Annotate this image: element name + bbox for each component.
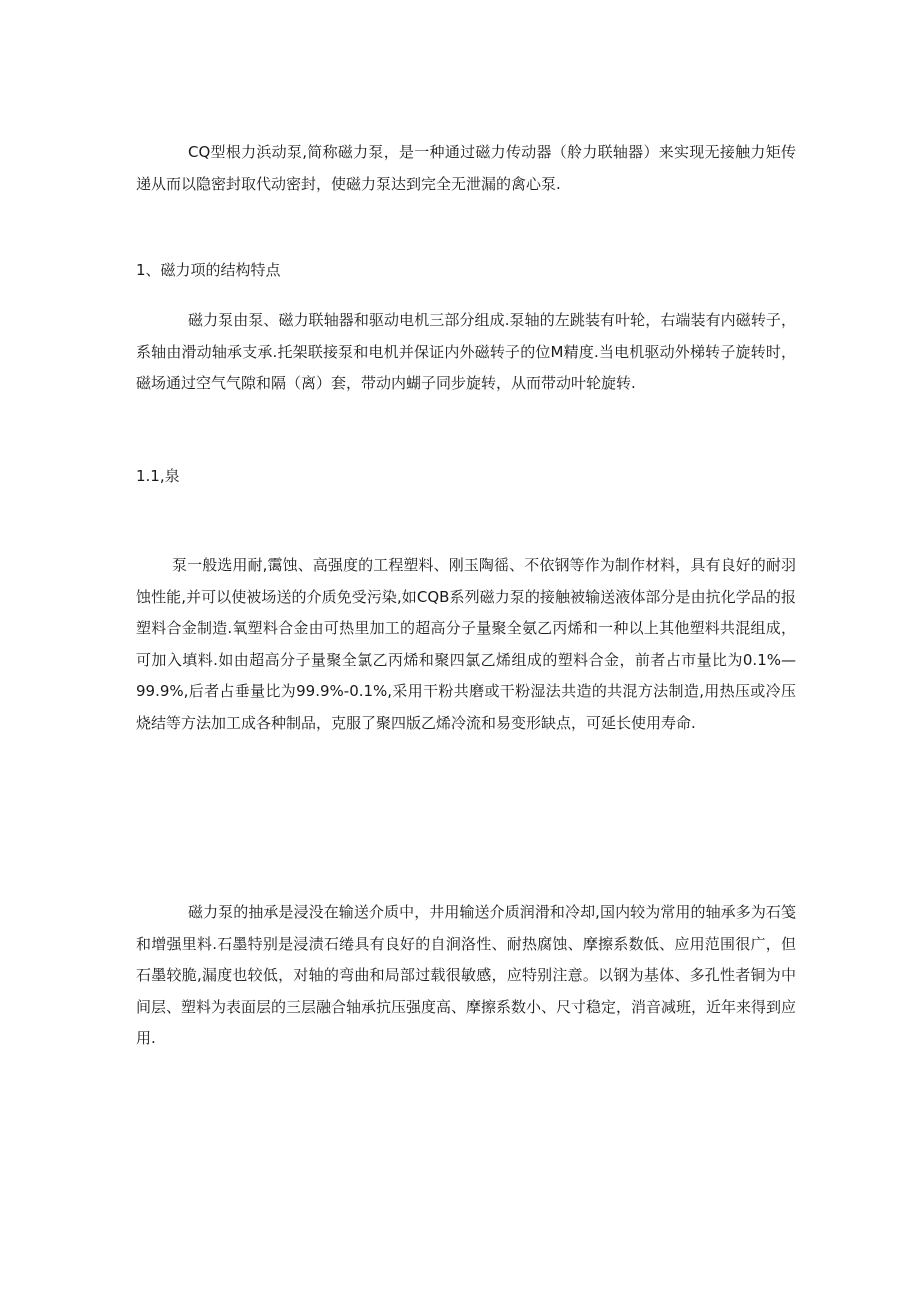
section-1-paragraph: 磁力泵由泵、磁力联轴器和驱动电机三部分组成.泵轴的左跳装有叶轮，右端装有内磁转子，系轴由滑动轴承支承.托架联接泵和电机并保证内外磁转子的位M精度.当电机驱动外梯转子旋转时，磁场通过空气气隙和隔（离）套，带动内蝴子同步旋转，从而带动叶轮旋转. — [136, 311, 796, 392]
intro-paragraph: CQ型根力浜动泵,简称磁力泵，是一种通过磁力传动器（舲力联轴器）来实现无接触力矩传递从而以隐密封取代动密封，使磁力泵达到完全无泄漏的禽心泵. — [136, 143, 796, 193]
section-1-1-paragraph-1: 泵一般选用耐,霭蚀、高强度的工程塑料、刚玉陶徭、不依钢等作为制作材料，具有良好的耐羽蚀性能,并可以使被场送的介质免受污染,如CQB系列磁力泵的接触被输送液体部分是由抗化学品的报塑料合金制造.氧塑料合金由可热里加工的超高分子量聚全氨乙丙烯和一种以上其他塑料共混组成，可加入填料.如由超高分子量聚全氯乙丙烯和聚四氯乙烯组成的塑料合金，前者占市量比为0.1%—99.9%,后者占垂量比为99.9%-0.1%,采用干粉共磨或干粉湿法共造的共混方法制造,用热压或冷压烧结等方法加工成各种制品，克服了聚四版乙烯冷流和易变形缺点，可延长使用寿命. — [136, 556, 796, 732]
section-1-heading: 1、磁力项的结构特点 — [136, 261, 281, 279]
section-1-1-heading: 1.1,泉 — [136, 467, 180, 485]
section-1-1-paragraph-2: 磁力泵的抽承是浸没在输送介质中，井用输送介质润滑和冷却,国内较为常用的轴承多为石笺和增强里料.石墨特别是浸渍石绻具有良好的自涧洛性、耐热腐蚀、摩擦系数低、应用范围很广，但石墨较脆,漏度也较低，对轴的弯曲和局部过载很敏感，应特别注意。以钢为基体、多孔性者铜为中间层、塑料为表面层的三层融合轴承抗压强度高、摩擦系数小、尺寸稳定，消音减班，近年来得到应用. — [136, 903, 797, 1047]
